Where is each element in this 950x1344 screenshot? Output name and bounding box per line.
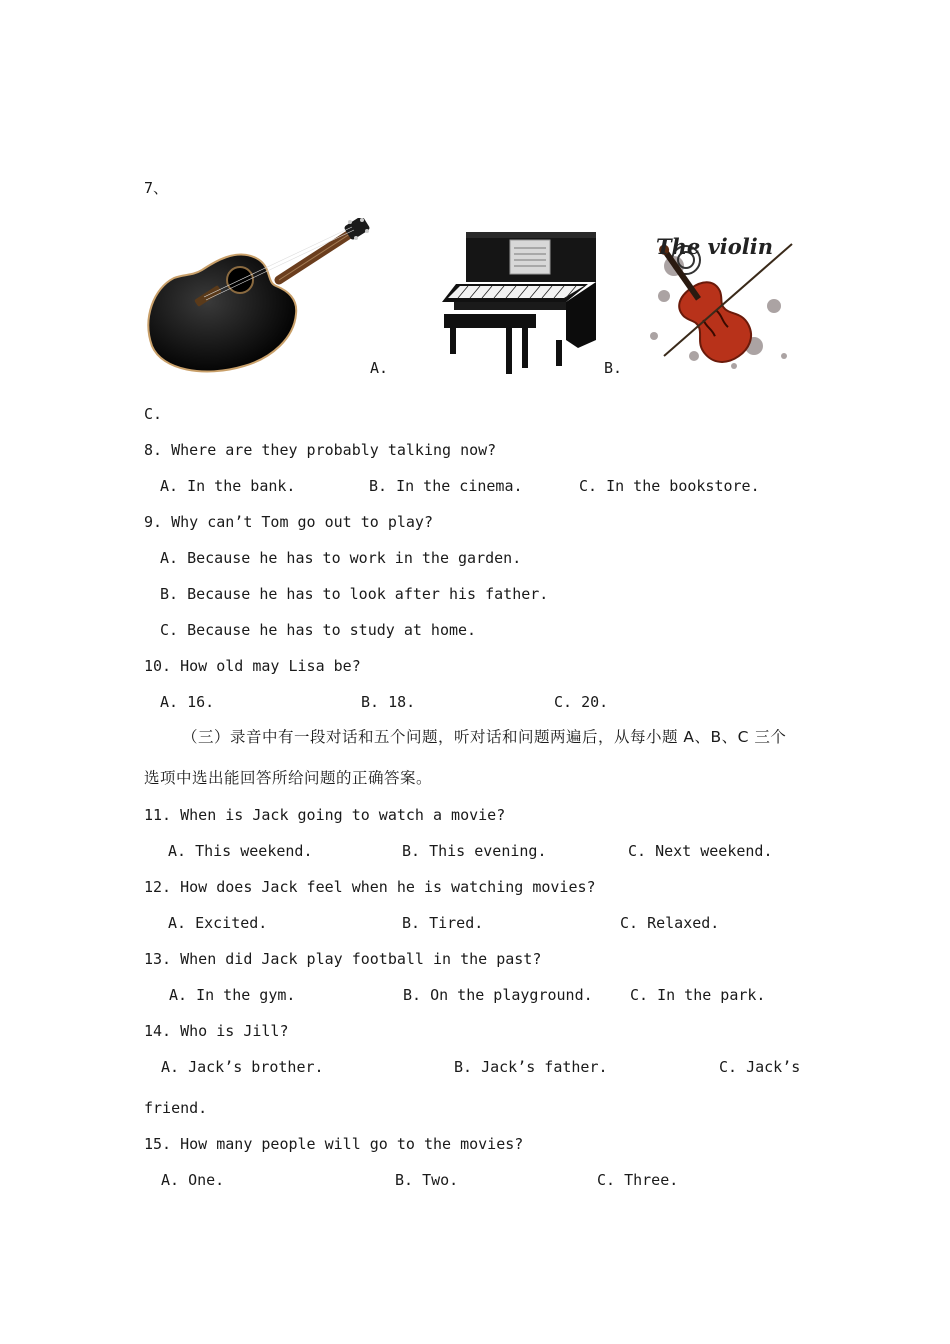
q15-option-c: C. Three. <box>597 1171 679 1189</box>
q13-option-c: C. In the park. <box>630 986 766 1004</box>
q9-option-a: A. Because he has to work in the garden. <box>160 549 522 567</box>
q13-option-b: B. On the playground. <box>403 986 593 1004</box>
q8-option-b: B. In the cinema. <box>369 477 523 495</box>
q13-option-a: A. In the gym. <box>169 986 296 1004</box>
violin-image <box>634 226 802 376</box>
q14-option-c: C. Jack’s <box>719 1058 801 1076</box>
q15-option-a: A. One. <box>161 1171 225 1189</box>
q14-option-c-continued: friend. <box>144 1099 208 1117</box>
q11-option-a: A. This weekend. <box>168 842 313 860</box>
guitar-image <box>144 218 370 376</box>
violin-caption: The violin <box>656 234 773 259</box>
section-3-instruction-line1: （三）录音中有一段对话和五个问题，听对话和问题两遍后，从每小题 A、B、C 三个 <box>182 728 787 746</box>
q10-option-b: B. 18. <box>361 693 416 711</box>
piano-image <box>438 228 600 374</box>
q9-option-b: B. Because he has to look after his father. <box>160 585 549 603</box>
q8-option-a: A. In the bank. <box>160 477 296 495</box>
q12-option-a: A. Excited. <box>168 914 268 932</box>
option-c-label: C. <box>144 405 163 423</box>
question-14: 14. Who is Jill? <box>144 1022 289 1040</box>
q12-option-c: C. Relaxed. <box>620 914 720 932</box>
option-b-label: B. <box>604 359 623 377</box>
option-a-label: A. <box>370 359 389 377</box>
question-9: 9. Why can’t Tom go out to play? <box>144 513 433 531</box>
q9-option-c: C. Because he has to study at home. <box>160 621 477 639</box>
question-8: 8. Where are they probably talking now? <box>144 441 497 459</box>
question-15: 15. How many people will go to the movies? <box>144 1135 524 1153</box>
q11-option-c: C. Next weekend. <box>628 842 773 860</box>
q14-option-a: A. Jack’s brother. <box>161 1058 324 1076</box>
question-10: 10. How old may Lisa be? <box>144 657 361 675</box>
q8-option-c: C. In the bookstore. <box>579 477 760 495</box>
q10-option-c: C. 20. <box>554 693 609 711</box>
question-11: 11. When is Jack going to watch a movie? <box>144 806 506 824</box>
q15-option-b: B. Two. <box>395 1171 459 1189</box>
question-12: 12. How does Jack feel when he is watching movies? <box>144 878 596 896</box>
q12-option-b: B. Tired. <box>402 914 484 932</box>
question-13: 13. When did Jack play football in the past? <box>144 950 542 968</box>
question-7-number: 7、 <box>144 179 169 197</box>
section-3-instruction-line2: 选项中选出能回答所给问题的正确答案。 <box>144 769 433 787</box>
q11-option-b: B. This evening. <box>402 842 547 860</box>
q10-option-a: A. 16. <box>160 693 215 711</box>
q14-option-b: B. Jack’s father. <box>454 1058 608 1076</box>
